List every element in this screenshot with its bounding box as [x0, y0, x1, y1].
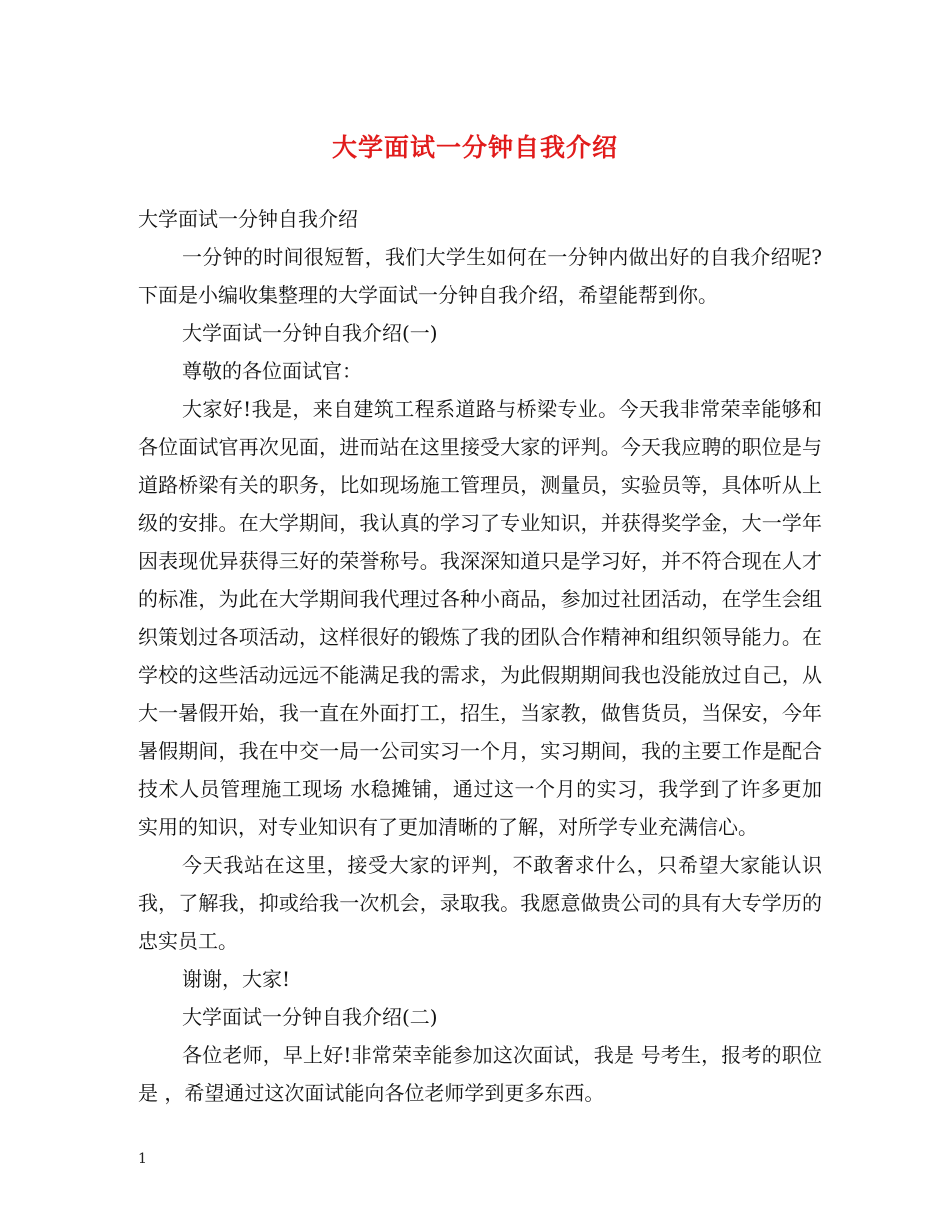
subheading-one: 大学面试一分钟自我介绍(一): [182, 321, 438, 345]
closing-thanks: 谢谢，大家!: [182, 967, 291, 991]
subheading-two: 大学面试一分钟自我介绍(二): [182, 1005, 438, 1029]
body-paragraph: 各位老师，早上好!非常荣幸能参加这次面试，我是 号考生，报考的职位是 ，希望通过这次面试能向各位老师学到更多东西。: [138, 1043, 822, 1105]
page-number: 1: [138, 1151, 147, 1167]
document-body: [138, 200, 822, 1112]
intro-paragraph: 一分钟的时间很短暂，我们大学生如何在一分钟内做出好的自我介绍呢?下面是小编收集整理的大学面试一分钟自我介绍，希望能帮到你。: [138, 245, 822, 307]
section-heading: 大学面试一分钟自我介绍: [138, 207, 358, 231]
body-paragraph: 大家好!我是，来自建筑工程系道路与桥梁专业。今天我非常荣幸能够和各位面试官再次见面，进而站在这里接受大家的评判。今天我应聘的职位是与道路桥梁有关的职务，比如现场施工管理员，测量员，实验员等，具体听从上级的安排。在大学期间，我认真的学习了专业知识，并获得奖学金，大一学年因表现优异获得三好的荣誉称号。我深深知道只是学习好，并不符合现在人才的标准，为此在大学期间我代理过各种小商品，参加过社团活动，在学生会组织策划过各项活动，这样很好的锻炼了我的团队合作精神和组织领导能力。在学校的这些活动远远不能满足我的需求，为此假期期间我也没能放过自己，从大一暑假开始，我一直在外面打工，招生，当家教，做售货员，当保安，今年暑假期间，我在中交一局一公司实习一个月，实习期间，我的主要工作是配合技术人员管理施工现场 水稳摊铺，通过这一个月的实习，我学到了许多更加实用的知识，对专业知识有了更加清晰的了解，对所学专业充满信心。: [138, 397, 822, 839]
body-paragraph: 今天我站在这里，接受大家的评判，不敢奢求什么，只希望大家能认识我，了解我，抑或给我一次机会，录取我。我愿意做贵公司的具有大专学历的忠实员工。: [138, 853, 822, 953]
document-title: 大学面试一分钟自我介绍: [331, 133, 618, 162]
salutation: 尊敬的各位面试官：: [182, 359, 362, 383]
